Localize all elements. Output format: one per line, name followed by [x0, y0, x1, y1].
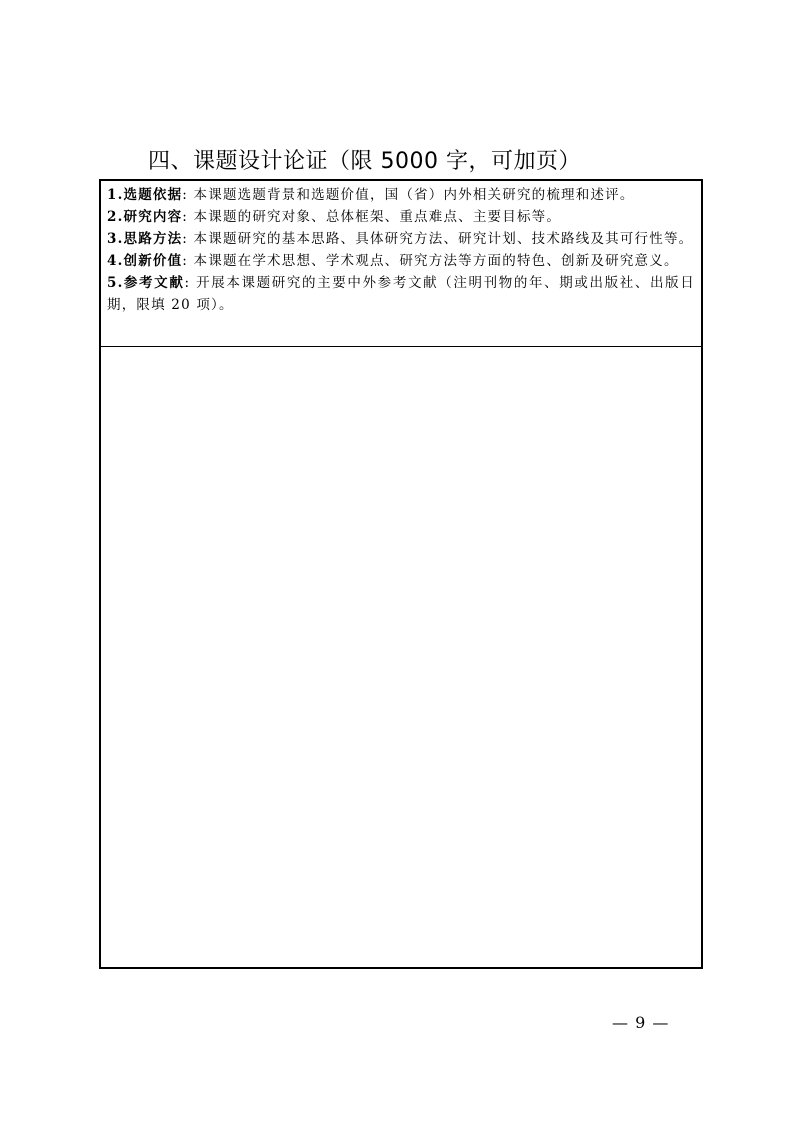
page-number: — 9 — — [612, 1013, 670, 1032]
instruction-separator: : — [182, 253, 194, 269]
instruction-separator: : — [182, 231, 194, 247]
instruction-label: 1.选题依据 — [107, 187, 183, 203]
design-argument-form — [99, 179, 703, 969]
instruction-text: 本课题选题背景和选题价值，国（省）内外相关研究的梳理和述评。 — [193, 187, 635, 203]
instruction-item-innovation-value — [107, 250, 695, 272]
instructions-cell — [101, 181, 701, 347]
section-title: 四、课题设计论证（限 5000 字，可加页） — [148, 149, 581, 174]
instruction-item-references — [107, 272, 695, 316]
instruction-text: 开展本课题研究的主要中外参考文献（注明刊物的年、期或出版社、出版日期，限填 20 项）。 — [107, 275, 695, 313]
answer-area[interactable] — [101, 347, 701, 967]
instruction-item-topic-basis — [107, 184, 695, 206]
instruction-text: 本课题在学术思想、学术观点、研究方法等方面的特色、创新及研究意义。 — [193, 253, 679, 269]
instruction-label: 3.思路方法 — [107, 231, 183, 247]
instruction-label: 4.创新价值 — [107, 253, 183, 269]
instruction-item-research-content — [107, 206, 695, 228]
instruction-separator: : — [182, 209, 194, 225]
instruction-label: 2.研究内容 — [107, 209, 183, 225]
instruction-separator: : — [182, 187, 194, 203]
instruction-item-approach-methods — [107, 228, 695, 250]
instruction-text: 本课题研究的基本思路、具体研究方法、研究计划、技术路线及其可行性等。 — [193, 231, 694, 247]
instruction-label: 5.参考文献 — [107, 275, 185, 291]
instruction-separator: : — [184, 275, 197, 291]
instruction-text: 本课题的研究对象、总体框架、重点难点、主要目标等。 — [193, 209, 562, 225]
